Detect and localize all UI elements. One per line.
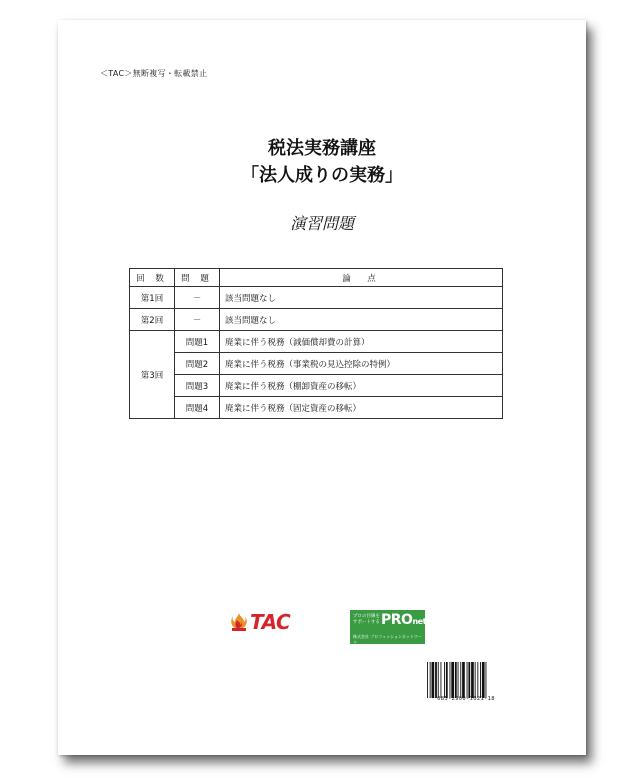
pronet-tagline: プロの目線を サポートする bbox=[353, 614, 380, 625]
subtitle: 演習問題 bbox=[289, 214, 354, 233]
tac-logo bbox=[230, 610, 290, 634]
cell-ronten: 廃業に伴う税務（減価償却費の計算） bbox=[220, 331, 503, 353]
table-row bbox=[130, 397, 503, 419]
title-line-2: 「法人成りの実務」 bbox=[241, 165, 403, 186]
tac-flame-icon bbox=[230, 612, 248, 632]
pronet-logo bbox=[350, 610, 425, 644]
header-kai: 回 数 bbox=[130, 269, 175, 287]
cell-mondai: 問題3 bbox=[175, 375, 220, 397]
cell-kai: 第3回 bbox=[130, 331, 175, 419]
pronet-net-text: net bbox=[412, 617, 426, 626]
cell-ronten: 廃業に伴う税務（事業税の見込控除の特例） bbox=[220, 353, 503, 375]
barcode-number: 085-2900-1021-18 bbox=[437, 696, 495, 702]
issues-table bbox=[129, 268, 503, 419]
barcode-bar bbox=[450, 662, 451, 698]
title-line-1: 税法実務講座 bbox=[268, 138, 376, 159]
pronet-pro-text: PRO bbox=[381, 612, 413, 628]
barcode-bar bbox=[438, 662, 439, 698]
barcode-bar bbox=[486, 662, 487, 698]
header-ronten: 論 点 bbox=[220, 269, 503, 287]
cell-mondai: － bbox=[175, 309, 220, 331]
barcode bbox=[427, 662, 505, 698]
barcode-bar bbox=[441, 662, 442, 698]
barcode-bar bbox=[458, 662, 459, 698]
cell-ronten: 廃業に伴う税務（固定資産の移転） bbox=[220, 397, 503, 419]
barcode-bar bbox=[480, 662, 481, 698]
barcode-bar bbox=[477, 662, 478, 698]
cell-mondai: 問題1 bbox=[175, 331, 220, 353]
barcode-bar bbox=[435, 662, 437, 698]
cell-mondai: 問題4 bbox=[175, 397, 220, 419]
barcode-bar bbox=[451, 662, 454, 698]
barcode-bar bbox=[460, 662, 461, 698]
header-mondai: 問 題 bbox=[175, 269, 220, 287]
tac-logo-text: TAC bbox=[250, 610, 291, 634]
cell-kai: 第1回 bbox=[130, 287, 175, 309]
barcode-bar bbox=[444, 662, 445, 698]
barcode-bar bbox=[482, 662, 485, 698]
barcode-bar bbox=[471, 662, 474, 698]
barcode-bar bbox=[427, 662, 428, 698]
cell-mondai: 問題2 bbox=[175, 353, 220, 375]
table-row bbox=[130, 309, 503, 331]
barcode-bar bbox=[475, 662, 476, 698]
cell-ronten: 該当問題なし bbox=[220, 287, 503, 309]
table-row bbox=[130, 287, 503, 309]
copyright-notice: ＜TAC＞無断複写・転載禁止 bbox=[100, 69, 208, 78]
barcode-bar bbox=[462, 662, 465, 698]
barcode-bar bbox=[430, 662, 431, 698]
cell-ronten: 該当問題なし bbox=[220, 309, 503, 331]
barcode-bar bbox=[467, 662, 468, 698]
cell-mondai: － bbox=[175, 287, 220, 309]
document-page bbox=[58, 20, 586, 755]
cell-kai: 第2回 bbox=[130, 309, 175, 331]
barcode-bar bbox=[455, 662, 457, 698]
table-row bbox=[130, 331, 503, 353]
barcode-bar bbox=[468, 662, 470, 698]
barcode-bar bbox=[432, 662, 435, 698]
pronet-wordmark bbox=[381, 612, 426, 628]
table-row bbox=[130, 375, 503, 397]
table-row bbox=[130, 353, 503, 375]
pronet-company: 株式会社 プロフェッションネットワーク bbox=[353, 634, 422, 645]
table-header-row bbox=[130, 269, 503, 287]
barcode-bar bbox=[446, 662, 448, 698]
cell-ronten: 廃業に伴う税務（棚卸資産の移転） bbox=[220, 375, 503, 397]
